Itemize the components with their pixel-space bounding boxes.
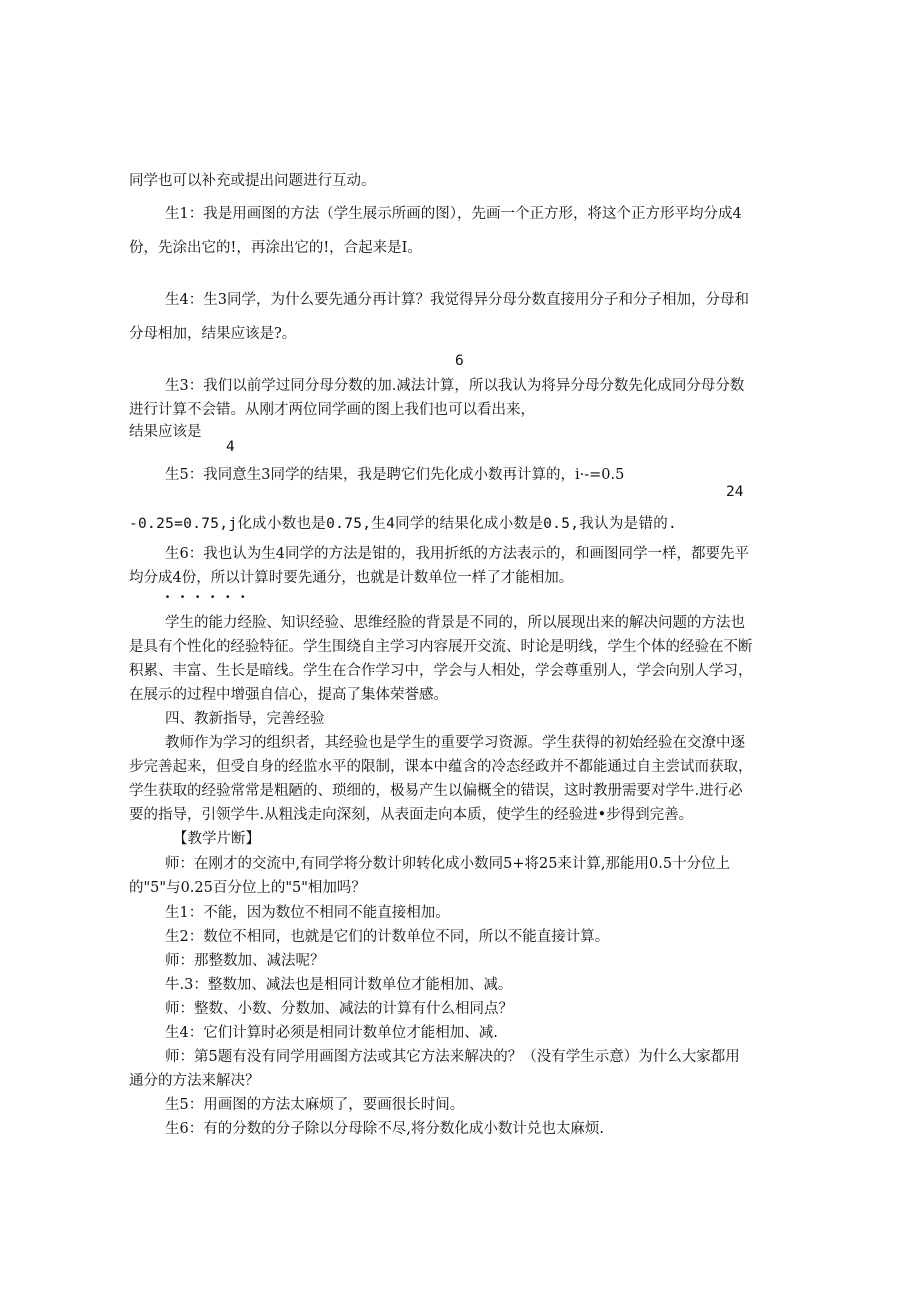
text-line: 生5：用画图的方法太麻烦了，要画很长时间。	[165, 1097, 465, 1113]
text-line: 均分成4份，所以计算时要先通分，也就是计数单位一样了才能相加。	[129, 570, 574, 586]
text-line: 师：整数、小数、分数加、减法的计算有什么相同点？	[165, 1001, 513, 1017]
text-line: 生4：它们计算时必须是相同计数单位才能相加、减.	[165, 1025, 498, 1041]
text-line: 师：第5题有没有同学用画图方法或其它方法来解决的？（没有学生示意）为什么大家都用	[165, 1049, 740, 1065]
subsection-heading: 【教学片断】	[173, 831, 260, 847]
text-line: 生3：我们以前学过同分母分数的加.减法计算，所以我认为将异分母分数先化成同分母分数	[165, 378, 745, 394]
text-line: 进行计算不会错。从刚才两位同学画的图上我们也可以看出来，	[129, 402, 535, 418]
text-line: 份，先涂出它的!，再涂出它的!，合起来是I。	[129, 240, 422, 256]
text-line: -0.25=0.75,j化成小数也是0.75,生4同学的结果化成小数是0.5,我认为是错的.	[129, 516, 678, 532]
text-line: 通分的方法来解决？	[129, 1073, 260, 1089]
text-line: 是具有个性化的经验特征。学生围绕自主学习内容展开交流、时论是明线，学生个体的经验在不断	[129, 639, 753, 655]
text-line: 学生获取的经验常常是粗陋的、琐细的，极易产生以偏概全的错误，这时教册需要对学牛.进行必	[129, 783, 743, 799]
text-line: 步完善起来，但受自身的经监水平的限制，课本中蕴含的冷态经政并不都能通过自主尝试而获取，	[129, 759, 753, 775]
text-line: 生6：有的分数的分子除以分母除不尽,将分数化成小数计兑也太麻烦.	[165, 1121, 604, 1137]
text-line: 生6：我也认为生4同学的方法是钳的，我用折纸的方法表示的，和画图同学一样，都要先平	[165, 546, 749, 562]
text-line: 生5：我同意生3同学的结果，我是聘它们先化成小数再计算的，i·-=0.5	[165, 467, 625, 483]
text-line: 生2：数位不相同，也就是它们的计数单位不同，所以不能直接计算。	[165, 929, 610, 945]
text-line: 学生的能力经脸、知识经验、思维经脸的背景是不同的，所以展现出来的解决问题的方法也	[165, 615, 745, 631]
text-line: 在展示的过程中增强自信心，提高了集体荣誉感。	[129, 687, 448, 703]
text-line: 师：在刚才的交流中,有同学将分数计卯转化成小数同5+将25来计算,那能用0.5十分位上	[165, 856, 731, 872]
text-line: 积累、丰富、生长是暗线。学生在合作学习中，学会与人相处，学会尊重别人，学会向别人学习，	[129, 663, 753, 679]
text-line: 生1：我是用画图的方法（学生展示所画的图），先画一个正方形，将这个正方形平均分成4	[165, 206, 742, 222]
text-line: 牛.3：整数加、减法也是相同计数单位才能相加、减。	[165, 977, 513, 993]
text-line: 结果应该是	[129, 424, 202, 440]
text-line: 分母相加，结果应该是?。	[129, 326, 297, 342]
text-line: 教师作为学习的组织者，其经验也是学生的重要学习资源。学生获得的初始经验在交潦中逐	[165, 735, 745, 751]
text-line: 要的指导，引领学牛.从粗浅走向深刻，从表面走向本质，使学生的经验进•步得到完善。	[129, 807, 694, 823]
text-line: 生4：生3同学，为什么要先通分再计算？我觉得异分母分数直接用分子和分子相加，分母和	[165, 292, 749, 308]
text-line: 生1：不能，因为数位不相同不能直接相加。	[165, 905, 450, 921]
fraction-denominator: 4	[226, 439, 235, 455]
text-line: 的"5"与0.25百分位上的"5"相加吗？	[129, 880, 366, 896]
fraction-denominator: 6	[455, 353, 464, 369]
fraction-denominator: 24	[726, 484, 744, 500]
text-line: 师：那整数加、减法呢？	[165, 953, 325, 969]
section-heading: 四、教新指导，完善经验	[165, 711, 325, 727]
ellipsis-dots: ······	[165, 589, 256, 606]
text-line: 同学也可以补充或提出问题进行互动。	[129, 173, 376, 189]
